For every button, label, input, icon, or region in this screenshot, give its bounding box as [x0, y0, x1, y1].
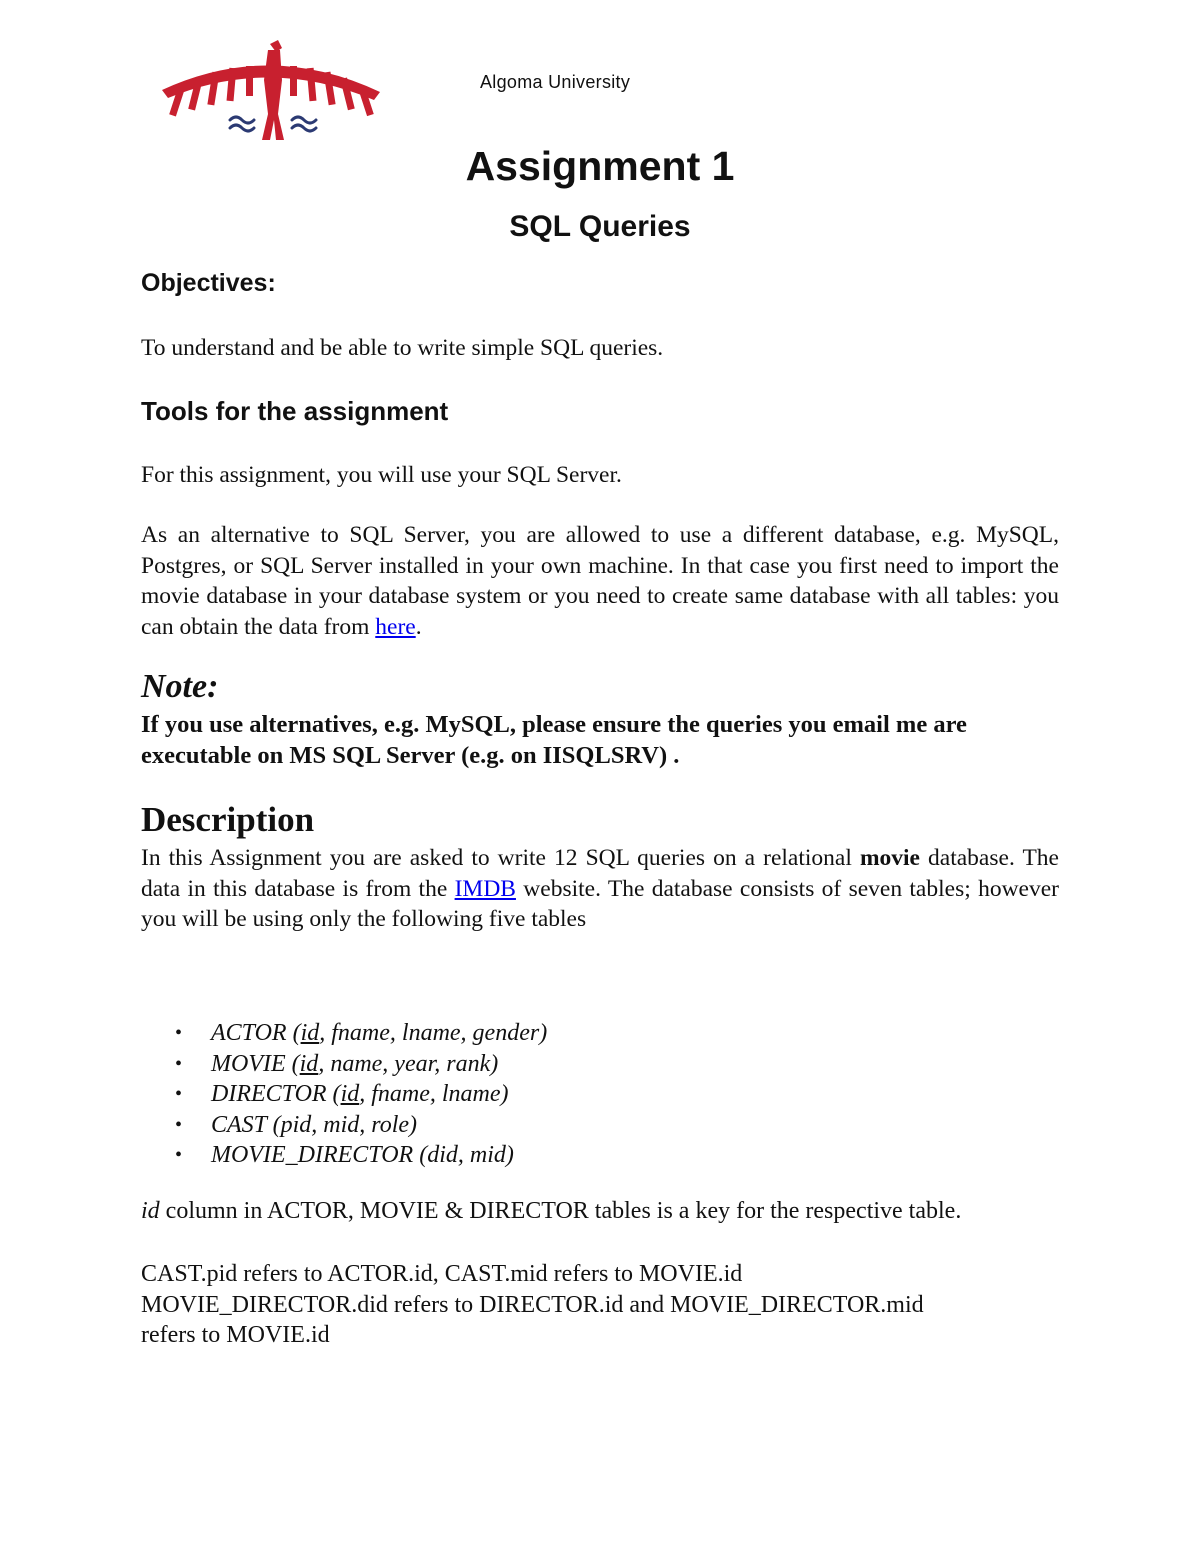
tables-list: [141, 1018, 547, 1171]
table-key: id: [299, 1050, 319, 1077]
reference-line: CAST.pid refers to ACTOR.id, CAST.mid refers to MOVIE.id: [141, 1261, 743, 1287]
description-heading: Description: [141, 800, 315, 839]
reference-lines: [141, 1259, 924, 1351]
table-name: DIRECTOR (: [211, 1081, 341, 1107]
table-name: MOVIE_DIRECTOR (did, mid): [211, 1142, 514, 1168]
bullet-icon: •: [175, 1022, 183, 1044]
key-note-italic: id: [141, 1198, 160, 1224]
table-key: id: [340, 1081, 360, 1107]
description-text: [141, 843, 1059, 935]
institution-name: Algoma University: [480, 72, 631, 92]
list-item: [141, 1049, 547, 1080]
bullet-icon: •: [175, 1052, 183, 1075]
note-text: If you use alternatives, e.g. MySQL, please ensure the queries you email me are executable on MS SQL Server (e.g. on IISQLSRV) .: [141, 711, 967, 769]
description-text-end: website. The database consists of seven tables; however you will be using only the following five tables: [141, 875, 1059, 932]
tools-paragraph-1: For this assignment, you will use your SQL Server.: [141, 462, 622, 488]
thunderbird-logo-icon: [160, 40, 382, 142]
tools-paragraph-2: [141, 520, 1059, 642]
page-title: Assignment 1: [465, 143, 735, 189]
table-columns: , fname, lname): [359, 1081, 509, 1107]
table-name: CAST (pid, mid, role): [211, 1111, 418, 1138]
key-note: [141, 1198, 961, 1225]
reference-line: MOVIE_DIRECTOR.did refers to DIRECTOR.id and MOVIE_DIRECTOR.mid: [141, 1291, 924, 1318]
bullet-icon: •: [175, 1113, 183, 1136]
tools-paragraph-2-end: .: [415, 613, 422, 640]
table-columns: , name, year, rank): [318, 1050, 499, 1077]
key-note-text: column in ACTOR, MOVIE & DIRECTOR tables is a key for the respective table.: [159, 1198, 962, 1224]
reference-line: refers to MOVIE.id: [141, 1322, 330, 1348]
table-name: ACTOR (: [211, 1020, 301, 1046]
page-subtitle: SQL Queries: [509, 210, 691, 243]
objectives-heading: Objectives:: [141, 269, 276, 297]
note-heading: Note:: [141, 668, 219, 705]
here-link[interactable]: here: [375, 613, 416, 640]
bullet-icon: •: [175, 1144, 183, 1166]
objectives-text: To understand and be able to write simple SQL queries.: [141, 335, 664, 361]
bullet-icon: •: [175, 1083, 183, 1105]
table-key: id: [300, 1020, 320, 1046]
description-bold-word: movie: [859, 845, 920, 871]
list-item: [141, 1110, 547, 1141]
list-item: [141, 1018, 547, 1049]
list-item: [141, 1079, 547, 1110]
list-item: [141, 1140, 547, 1171]
tools-heading: Tools for the assignment: [141, 396, 449, 426]
table-columns: , fname, lname, gender): [319, 1020, 548, 1046]
description-text-mid: database. The data in this database is from the: [141, 845, 1059, 902]
tools-paragraph-2-text: As an alternative to SQL Server, you are allowed to use a different database, e.g. MySQL, Postgres, or SQL Server installed in your own machine. In that case you first need to import the movie database in your database system or you need to create same database with all tables: you can obtain the data from: [141, 522, 1059, 640]
description-text-start: In this Assignment you are asked to write 12 SQL queries on a relational: [141, 845, 860, 871]
imdb-link[interactable]: IMDB: [454, 875, 516, 902]
table-name: MOVIE (: [211, 1050, 300, 1077]
